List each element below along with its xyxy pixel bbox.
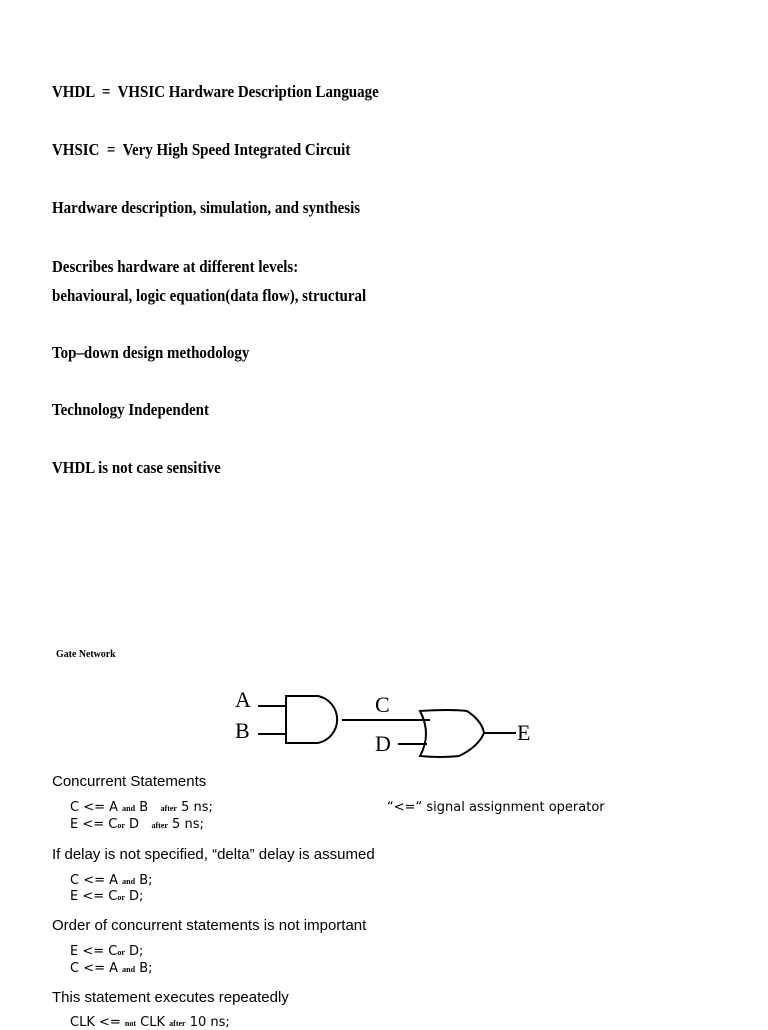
code-op: or — [117, 948, 125, 957]
label-a: A — [235, 687, 251, 712]
label-e: E — [517, 720, 531, 745]
repeat-line — [70, 1015, 230, 1030]
code-lhs: C <= A — [70, 961, 119, 976]
code-lhs: CLK <= — [70, 1015, 121, 1030]
code-after: after — [169, 1019, 186, 1028]
gate-network-diagram — [230, 684, 540, 766]
code-rhs: CLK — [140, 1015, 166, 1030]
intro-line-case: VHDL is not case sensitive — [52, 458, 221, 477]
or-gate-icon — [420, 710, 484, 757]
intro-line-methodology: Top–down design methodology — [52, 343, 250, 362]
code-op: and — [122, 877, 136, 886]
code-lhs: E <= C — [70, 944, 118, 959]
repeat-heading: This statement executes repeatedly — [52, 989, 289, 1006]
label-b: B — [235, 718, 250, 743]
code-rhs: B; — [139, 961, 153, 976]
delta-line-1 — [70, 873, 153, 888]
intro-line-levels: Describes hardware at different levels: — [52, 257, 299, 276]
gate-network-caption: Gate Network — [56, 648, 116, 660]
code-tail: 5 ns; — [172, 817, 204, 832]
code-tail: 10 ns; — [189, 1015, 230, 1030]
intro-line-purpose: Hardware description, simulation, and synthesis — [52, 198, 361, 217]
order-line-1 — [70, 944, 143, 959]
intro-line-level-types: behavioural, logic equation(data flow), structural — [52, 286, 367, 305]
concurrent-heading: Concurrent Statements — [52, 773, 207, 790]
intro-line-technology: Technology Independent — [52, 400, 209, 419]
intro-line-vhsic: VHSIC = Very High Speed Integrated Circuit — [52, 140, 351, 159]
code-lhs: C <= A — [70, 800, 119, 815]
delta-line-2 — [70, 889, 143, 904]
code-rhs: B; — [139, 873, 153, 888]
code-after: after — [160, 804, 177, 813]
code-rhs: B — [139, 800, 149, 815]
order-line-2 — [70, 961, 153, 976]
concurrent-line-2 — [70, 817, 204, 832]
code-op: and — [122, 965, 136, 974]
code-op: or — [117, 893, 125, 902]
code-rhs: D; — [129, 944, 144, 959]
intro-line-vhdl: VHDL = VHSIC Hardware Description Language — [52, 82, 379, 101]
code-op: or — [117, 821, 125, 830]
concurrent-line-1 — [70, 800, 213, 815]
order-heading: Order of concurrent statements is not important — [52, 917, 367, 934]
code-after: after — [151, 821, 168, 830]
code-lhs: E <= C — [70, 817, 118, 832]
code-rhs: D; — [129, 889, 144, 904]
label-d: D — [375, 731, 391, 756]
code-op: and — [122, 804, 136, 813]
code-tail: 5 ns; — [181, 800, 213, 815]
delta-heading: If delay is not specified, “delta” delay is assumed — [52, 846, 375, 863]
code-lhs: E <= C — [70, 889, 118, 904]
code-lhs: C <= A — [70, 873, 119, 888]
and-gate-icon — [286, 696, 337, 743]
code-op: not — [124, 1019, 137, 1028]
label-c: C — [375, 692, 390, 717]
code-rhs: D — [129, 817, 140, 832]
signal-assignment-note: “<=“ signal assignment operator — [387, 800, 605, 815]
